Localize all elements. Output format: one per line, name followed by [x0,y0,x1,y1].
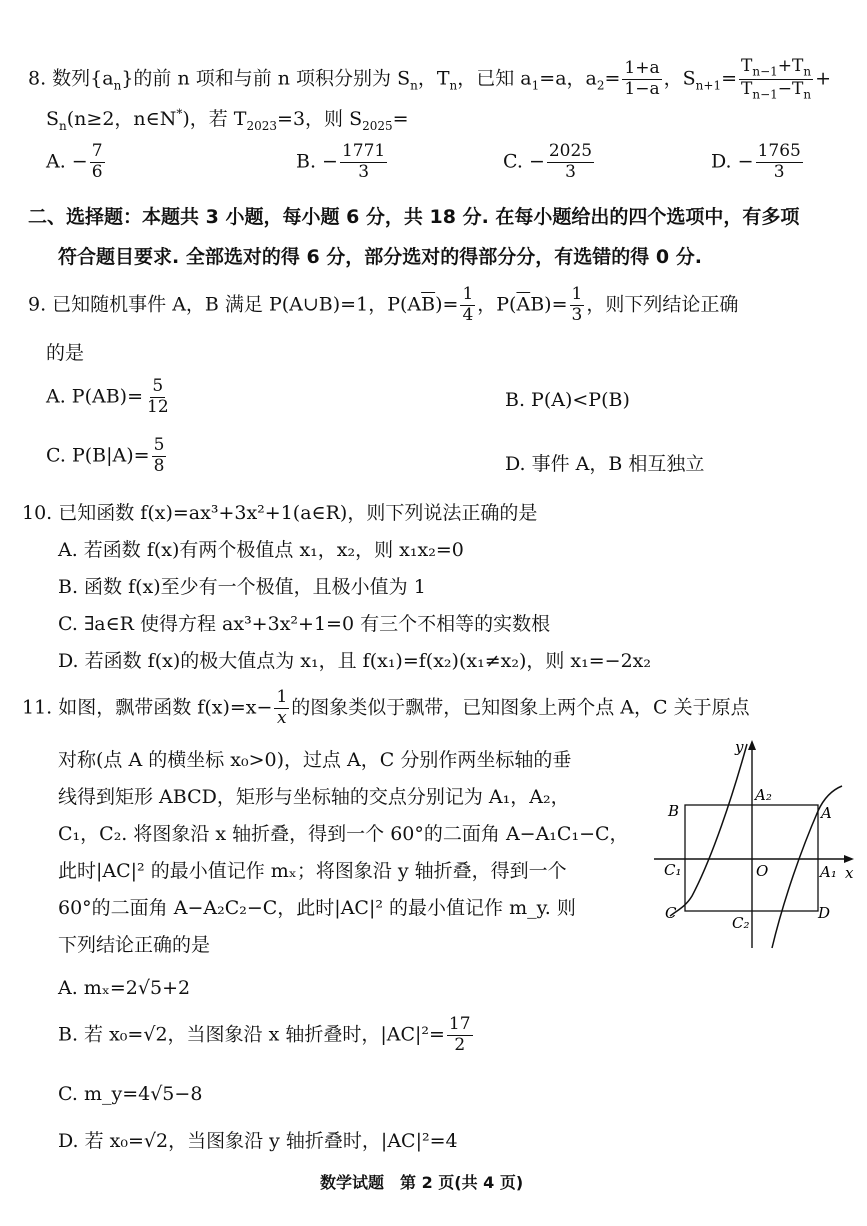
y-axis-arrow-icon [748,740,756,750]
q8-line2: $S_n(n\ge 2$，n∈N*)，若 $T_{2023}=3$，则 $S_{2025}=$ [46,106,409,133]
q10-option-b[interactable]: B. 函数 f(x)至少有一个极值，且极小值为 1 [58,576,426,598]
q8-option-c[interactable]: C. − $\frac{2025}{3}$ [503,141,593,182]
x-axis-arrow-icon [844,855,854,863]
label-c: C [665,904,677,922]
q11-option-a[interactable]: A. mₓ=2√5+2 [58,977,191,999]
q8-line1: 8. 数列$\{a_n\}$的前 n 项和与前 n 项积分别为 $S_n$，$T_n$，已知 $a_1=a$，$a_2=$ $\frac{1+a}{1-a}$ ，$S_{n+1}=$ $\frac{T_{n-1}+T_n}{T_{n-1}-T_n}$ + [28,56,832,102]
label-x: x [845,864,854,882]
q9-option-c[interactable]: C. P(B|A)= $\frac{5}{8}$ [46,435,165,476]
q11-line3: 线得到矩形 ABCD，矩形与坐标轴的交点分别记为 A₁，A₂， [58,786,570,808]
label-y: y [735,738,744,756]
q11-line4: C₁，C₂. 将图象沿 x 轴折叠，得到一个 60°的二面角 A−A₁C₁−C， [58,823,629,845]
section2-heading-line2: 符合题目要求. 全部选对的得 6 分，部分选对的得部分分，有选错的得 0 分. [58,246,702,268]
q11-option-c[interactable]: C. m_y=4√5−8 [58,1083,203,1105]
q11-option-d[interactable]: D. 若 x₀=√2，当图象沿 y 轴折叠时，|AC|²=4 [58,1130,458,1152]
q10-option-d[interactable]: D. 若函数 f(x)的极大值点为 x₁，且 f(x₁)=f(x₂)(x₁≠x₂)，则 x₁=−2x₂ [58,650,651,672]
q8-option-d[interactable]: D. − $\frac{1765}{3}$ [711,141,801,182]
label-c2: C₂ [732,914,750,932]
label-a1: A₁ [820,863,837,881]
tn-fraction: $\frac{T_{n-1}+T_n}{T_{n-1}-T_n}$ [741,56,812,102]
q11-line6: 60°的二面角 A−A₂C₂−C，此时|AC|² 的最小值记作 m_y. 则 [58,897,576,919]
q9-option-d[interactable]: D. 事件 A，B 相互独立 [505,453,705,475]
a2-fraction: $\frac{1+a}{1-a}$ [624,58,660,99]
q11-line5: 此时|AC|² 的最小值记作 mₓ；将图象沿 y 轴折叠，得到一个 [58,860,567,882]
q9-option-a[interactable]: A. P(AB)= $\frac{5}{12}$ [46,376,169,417]
q10-option-c[interactable]: C. ∃a∈R 使得方程 ax³+3x²+1=0 有三个不相等的实数根 [58,613,551,635]
q11-line2: 对称(点 A 的横坐标 x₀>0)，过点 A，C 分别作两坐标轴的垂 [58,749,572,771]
q10-option-a[interactable]: A. 若函数 f(x)有两个极值点 x₁，x₂，则 x₁x₂=0 [58,539,464,561]
label-d: D [818,904,831,922]
q8-option-b[interactable]: B. − $\frac{1771}{3}$ [296,141,386,182]
label-a2: A₂ [755,786,772,804]
label-c1: C₁ [664,861,682,879]
ribbon-function-figure [652,738,857,950]
q11-line7: 下列结论正确的是 [58,934,211,956]
label-a: A [821,804,832,822]
label-o: O [756,862,769,880]
q9-line1: 9. 已知随机事件 A，B 满足 P(A∪B)=1，$P(A\overline{B})=$ $\frac{1}{4}$ ，$P(\overline{A}B)=$ $\frac{1}{3}$ ，则下列结论正确 [28,284,739,325]
q11-option-b[interactable]: B. 若 x₀=√2，当图象沿 x 轴折叠时，|AC|²= $\frac{17}{2}$ [58,1014,471,1055]
page-footer: 数学试题 第 2 页(共 4 页) [320,1173,524,1192]
label-b: B [668,802,680,820]
q9-option-b[interactable]: B. P(A)<P(B) [505,389,630,411]
section2-heading-line1: 二、选择题：本题共 3 小题，每小题 6 分，共 18 分. 在每小题给出的四个选项中，有多项 [28,206,800,228]
q11-line1: 11. 如图，飘带函数 f(x)=x− $\frac{1}{x}$ 的图象类似于飘带，已知图象上两个点 A，C 关于原点 [22,687,750,728]
q10-stem: 10. 已知函数 f(x)=ax³+3x²+1(a∈R)，则下列说法正确的是 [22,502,538,524]
q9-line2: 的是 [46,342,85,364]
curve-left-branch [670,744,747,916]
q8-option-a[interactable]: A. − $\frac{7}{6}$ [46,141,103,182]
